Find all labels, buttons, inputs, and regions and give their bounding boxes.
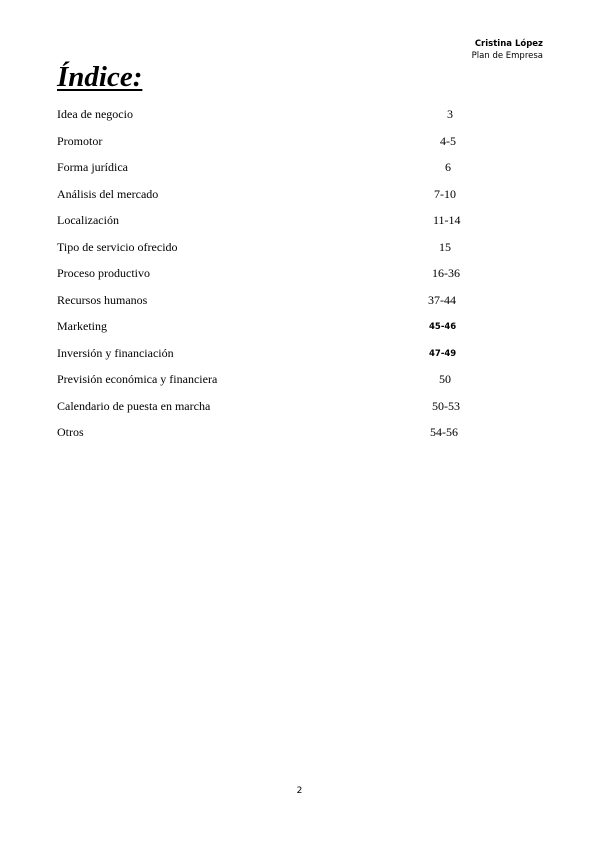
toc-entry-label: Marketing xyxy=(57,319,107,333)
toc-entry-label: Localización xyxy=(57,213,119,227)
toc-entry xyxy=(57,396,487,423)
toc-entry xyxy=(57,237,487,264)
toc-entry xyxy=(57,369,487,396)
toc-entry xyxy=(57,316,487,343)
toc-entry-label: Forma jurídica xyxy=(57,160,128,174)
toc-entry xyxy=(57,422,487,449)
header-subtitle: Plan de Empresa xyxy=(471,51,543,61)
toc-entry-pages: 45-46 xyxy=(429,322,457,332)
toc-entry-pages: 47-49 xyxy=(429,348,457,359)
toc-entry-label: Idea de negocio xyxy=(57,107,133,121)
toc-entry-pages: 16-36 xyxy=(432,266,460,280)
toc-entry-label: Proceso productivo xyxy=(57,266,150,280)
toc-entry-pages: 4-5 xyxy=(440,133,456,148)
toc-entry xyxy=(57,184,487,211)
toc-entry xyxy=(57,157,487,184)
toc-entry-label: Tipo de servicio ofrecido xyxy=(57,239,178,254)
toc-entry-pages: 7-10 xyxy=(434,186,456,201)
toc-entry-pages: 50 xyxy=(439,372,451,386)
toc-entry-label: Otros xyxy=(57,425,84,439)
toc-entry xyxy=(57,343,487,370)
toc-entry-pages: 54-56 xyxy=(430,425,458,439)
toc-entry-label: Inversión y financiación xyxy=(57,345,174,360)
toc-entry xyxy=(57,263,487,290)
toc-entry-pages: 11-14 xyxy=(433,213,461,227)
toc-entry-label: Calendario de puesta en marcha xyxy=(57,398,211,413)
page-title: Índice: xyxy=(57,61,143,93)
table-of-contents xyxy=(57,104,487,449)
toc-entry-label: Recursos humanos xyxy=(57,292,148,307)
toc-entry-label: Análisis del mercado xyxy=(57,186,159,201)
toc-entry xyxy=(57,290,487,317)
toc-entry xyxy=(57,210,487,237)
toc-entry-pages: 37-44 xyxy=(428,292,456,307)
toc-entry-label: Promotor xyxy=(57,133,103,148)
toc-entry-label: Previsión económica y financiera xyxy=(57,372,218,386)
header-author: Cristina López xyxy=(474,39,543,49)
toc-entry-pages: 50-53 xyxy=(432,398,460,413)
toc-entry xyxy=(57,131,487,158)
toc-entry-pages: 15 xyxy=(439,239,451,254)
page-header xyxy=(472,38,543,62)
toc-entry xyxy=(57,104,487,131)
toc-entry-pages: 6 xyxy=(445,160,451,174)
toc-entry-pages: 3 xyxy=(447,107,453,121)
page-number: 2 xyxy=(296,786,303,796)
